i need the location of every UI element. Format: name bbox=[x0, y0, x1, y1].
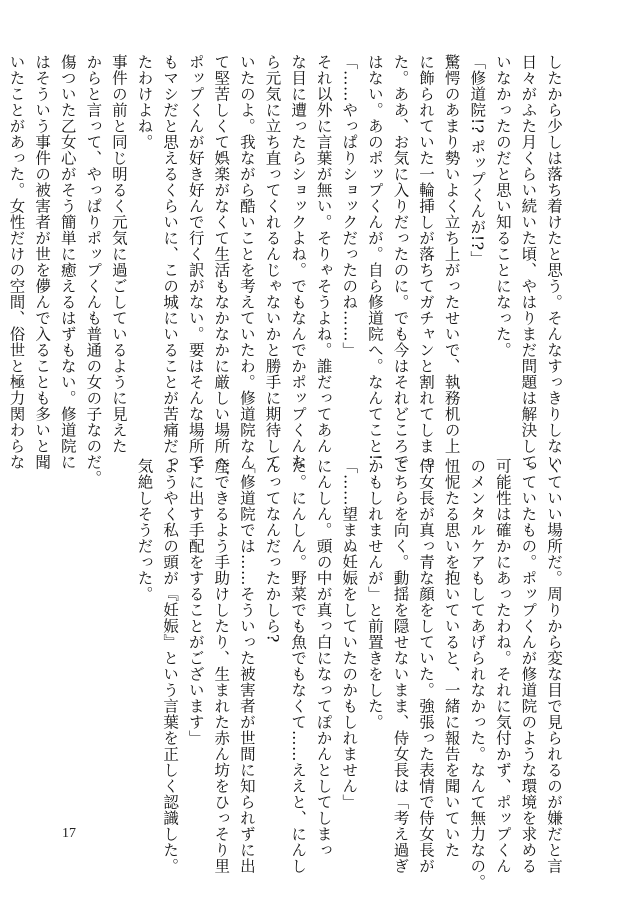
text-line: かもしれませんが」と前置きをした。 bbox=[365, 458, 384, 730]
text-line: ようやく私の頭が『妊娠』という言葉を正しく認識した。 bbox=[161, 458, 180, 874]
text-line: にんしん。頭の中が真っ白になってぽかんとしてしまっ bbox=[314, 458, 333, 858]
text-line: て堅苦しくて娯楽がなくて生活もなかなかに厳しい場所へ、 bbox=[212, 54, 231, 486]
text-line: た。ああ、お気に入りだったのに。でも今はそれどころで bbox=[391, 54, 410, 470]
text-line: もマシだと思えるくらいに、この城にいることが苦痛だっ bbox=[161, 54, 180, 470]
text-line: 産できるよう手助けしたり、生まれた赤ん坊をひっそり里 bbox=[212, 458, 231, 874]
text-line: はない。あのポップくんが。自ら修道院へ。なんてこと! bbox=[365, 54, 384, 461]
text-line: 日々がふた月くらい続いた頃、やはりまだ問題は解決して bbox=[519, 54, 538, 470]
text-line: 驚愕のあまり勢いよく立ち上がったせいで、執務机の上 bbox=[442, 54, 461, 454]
text-line: それ以外に言葉が無い。そりゃそうよね。誰だってあん bbox=[314, 54, 333, 454]
text-line: したから少しは落ち着けたと思う。そんなすっきりしない bbox=[545, 54, 563, 470]
text-line: からと言って、やっぱりポップくんも普通の女の子なのだ。 bbox=[84, 54, 103, 486]
text-line: な目に遭ったらショックよね。でもなんでかポップくんな bbox=[289, 54, 308, 470]
text-line: 「修道院では……そういった被害者が世間に知られずに出 bbox=[237, 458, 256, 874]
text-line: 可能性は確かにあったわね。それに気付かず、ポップくん bbox=[493, 458, 512, 874]
text-line: に飾られていた一輪挿しが落ちてガチャンと割れてしまっ bbox=[417, 54, 436, 470]
text-line: 侍女長が真っ青な顔をしていた。強張った表情で侍女長が bbox=[417, 458, 436, 874]
text-line: いたのよ。我ながら酷いことを考えていたわ。修道院なん bbox=[237, 54, 256, 470]
text-line: はそういう事件の被害者が世を儚んで入ることも多いと聞 bbox=[33, 54, 52, 470]
text-line: 忸怩たる思いを抱いていると、一緒に報告を聞いていた bbox=[442, 458, 461, 858]
text-line: 「……やっぱりショックだったのね……」 bbox=[340, 54, 359, 358]
text-line: のメンタルケアもしてあげられなかった。なんて無力なの。 bbox=[468, 458, 487, 890]
text-line: くていい場所だ。周りから変な目で見られるのが嫌だと言 bbox=[545, 458, 563, 874]
text-line: っていたもの。ポップくんが修道院のような環境を求める bbox=[519, 458, 538, 874]
page-number: 17 bbox=[62, 826, 76, 841]
text-line: ら元気に立ち直ってくれるんじゃないかと勝手に期待して bbox=[263, 54, 282, 470]
text-line: 傷ついた乙女心がそう簡単に癒えるはずもない。修道院に bbox=[58, 54, 77, 470]
text-line: こちらを向く。動揺を隠せないまま、侍女長は「考え過ぎ bbox=[391, 458, 410, 874]
text-line: ポップくんが好き好んで行く訳がない。要はそんな場所で bbox=[186, 54, 205, 470]
text-line: 気絶しそうだった。 bbox=[135, 458, 154, 602]
text-line: 子に出す手配をすることがございます」 bbox=[186, 458, 205, 746]
top-text-block bbox=[3, 54, 566, 486]
text-line: 事件の前と同じ明るく元気に過ごしているように見えた bbox=[109, 54, 128, 454]
text-line: んってなんだったかしら? bbox=[263, 458, 282, 643]
text-line: いなかったのだと思い知ることになった。 bbox=[493, 54, 512, 358]
text-line: 「……望まぬ妊娠をしていたのかもしれません」 bbox=[340, 458, 359, 810]
text-line: いたことがあった。女性だけの空間、俗世と極力関わらな bbox=[7, 54, 26, 470]
text-line: たわけよね。 bbox=[135, 54, 154, 150]
bottom-text-block bbox=[131, 458, 566, 890]
text-line: 「修道院!? ポップくんが!?」 bbox=[468, 54, 487, 267]
text-line: た。にんしん。野菜でも魚でもなくて……ええと、にんし bbox=[289, 458, 308, 874]
